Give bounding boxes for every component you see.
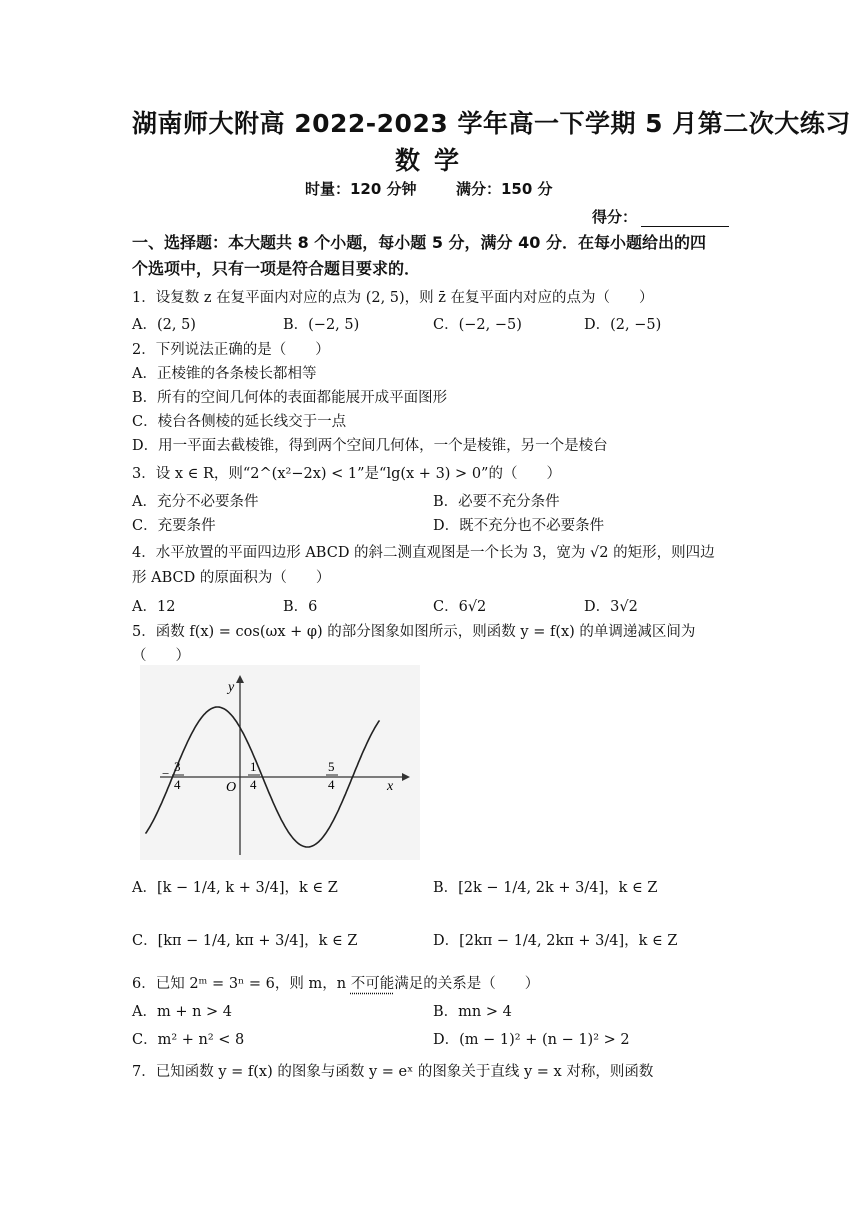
- q3-stem: 3．设 x ∈ R，则“2^(x²−2x) < 1”是“lg(x + 3) > 0”的（ ）: [132, 466, 561, 482]
- q6-option-d: D．(m − 1)² + (n − 1)² > 2: [433, 1032, 630, 1048]
- tick-a-numerator: 1: [250, 759, 257, 774]
- q2-option-a: A．正棱锥的各条棱长都相等: [132, 366, 317, 382]
- full-score: 满分：150 分: [456, 180, 553, 198]
- q1-option-d: D．(2, −5): [584, 317, 662, 333]
- q6-stem-emphasis: 不可能: [350, 976, 395, 992]
- origin-label: O: [226, 780, 237, 795]
- score-blank: [641, 210, 729, 227]
- cosine-graph-figure: [140, 665, 420, 860]
- q3-option-c: C．充要条件: [132, 518, 216, 534]
- q7-stem: 7．已知函数 y = f(x) 的图象与函数 y = eˣ 的图象关于直线 y = x 对称，则函数: [132, 1064, 654, 1080]
- q6-option-b: B．mn > 4: [433, 1004, 512, 1020]
- q1-option-a: A．(2, 5): [132, 317, 196, 333]
- q5-option-a: A．[k − 1/4, k + 3/4]，k ∈ Z: [132, 880, 338, 896]
- q6-option-c: C．m² + n² < 8: [132, 1032, 245, 1048]
- q2-stem: 2．下列说法正确的是（ ）: [132, 342, 330, 358]
- q1-option-b: B．(−2, 5): [283, 317, 360, 333]
- q3-option-b: B．必要不充分条件: [433, 494, 560, 510]
- x-axis-label: x: [387, 779, 394, 794]
- q6-stem-pre: 6．已知 2ᵐ = 3ⁿ = 6，则 m，n: [132, 976, 351, 992]
- q1-stem: 1．设复数 z 在复平面内对应的点为 (2, 5)，则 z̄ 在复平面内对应的点为（ ）: [132, 290, 654, 306]
- q5-option-b: B．[2k − 1/4, 2k + 3/4]，k ∈ Z: [433, 880, 658, 896]
- q5-stem-line1: 5．函数 f(x) = cos(ωx + φ) 的部分图象如图所示，则函数 y = f(x) 的单调递减区间为: [132, 624, 696, 640]
- q1-option-c: C．(−2, −5): [433, 317, 522, 333]
- q4-stem-line1: 4．水平放置的平面四边形 ABCD 的斜二测直观图是一个长为 3，宽为 √2 的矩形，则四边: [132, 545, 715, 561]
- exam-title: 湖南师大附高 2022-2023 学年高一下学期 5 月第二次大练习: [132, 109, 851, 138]
- score-field: [592, 206, 729, 227]
- tick-b-denominator: 4: [328, 777, 335, 792]
- subject-title: 数学: [395, 146, 474, 175]
- q3-option-a: A．充分不必要条件: [132, 494, 259, 510]
- y-axis-label: y: [228, 680, 235, 695]
- q5-option-c: C．[kπ − 1/4, kπ + 3/4]，k ∈ Z: [132, 933, 358, 949]
- q6-option-a: A．m + n > 4: [132, 1004, 233, 1020]
- tick-b-numerator: 5: [328, 759, 335, 774]
- time-limit: 时量：120 分钟: [305, 180, 417, 198]
- q5-option-d: D．[2kπ − 1/4, 2kπ + 3/4]，k ∈ Z: [433, 933, 678, 949]
- q4-option-c: C．6√2: [433, 599, 487, 615]
- q4-option-a: A．12: [132, 599, 176, 615]
- figure-background: [140, 665, 420, 860]
- q2-option-d: D．用一平面去截棱锥，得到两个空间几何体，一个是棱锥，另一个是棱台: [132, 438, 608, 454]
- q6-stem-post: 满足的关系是（ ）: [394, 976, 540, 992]
- section-heading-line2: 个选项中，只有一项是符合题目要求的．: [132, 259, 421, 278]
- q4-option-d: D．3√2: [584, 599, 638, 615]
- q2-option-b: B．所有的空间几何体的表面都能展开成平面图形: [132, 390, 448, 406]
- tick-neg-numerator: 3: [174, 759, 181, 774]
- section-heading-line1: 一、选择题：本大题共 8 个小题，每小题 5 分，满分 40 分．在每小题给出的四: [132, 233, 706, 252]
- q4-stem-line2: 形 ABCD 的原面积为（ ）: [132, 570, 331, 586]
- tick-neg-denominator: 4: [174, 777, 181, 792]
- q3-option-d: D．既不充分也不必要条件: [433, 518, 605, 534]
- q5-stem-line2: （ ）: [132, 648, 190, 664]
- tick-neg-minus: −: [162, 766, 170, 781]
- tick-a-denominator: 4: [250, 777, 257, 792]
- q4-option-b: B．6: [283, 599, 318, 615]
- q2-option-c: C．棱台各侧棱的延长线交于一点: [132, 414, 347, 430]
- q6-stem: [132, 972, 539, 993]
- score-label: 得分：: [592, 208, 638, 226]
